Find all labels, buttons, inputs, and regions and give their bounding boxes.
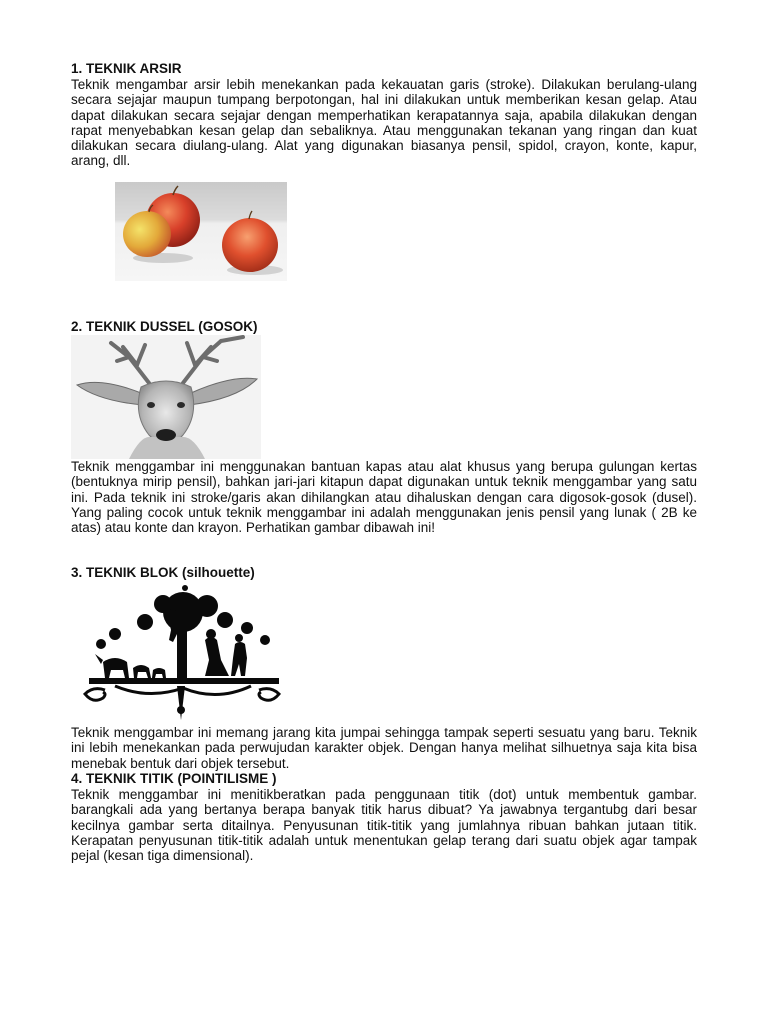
section-2-heading: 2. TEKNIK DUSSEL (GOSOK) [71,319,258,334]
section-2-body: Teknik menggambar ini menggunakan bantuan kapas atau alat khusus yang berupa gulungan kertas (bentuknya mirip pensil), bahkan jari-jari kitapun dapat digunakan untuk teknik menggambar yang satu ini. Pada teknik ini stroke/garis akan dihilangkan atau dihaluskan dengan cara digosok-gosok (dusel). Yang paling cocok untuk teknik menggambar ini adalah menggunakan jenis pensil yang lunak ( 2B ke atas) atau konte dan krayon. Perhatikan gambar dibawah ini! [71,459,697,536]
deer-drawing-icon [71,335,261,459]
section-1-heading: 1. TEKNIK ARSIR [71,61,182,76]
section-4-heading: 4. TEKNIK TITIK (POINTILISME ) [71,771,277,786]
apples-drawing-icon [115,182,287,281]
section-4-body: Teknik menggambar ini menitikberatkan pada penggunaan titik (dot) untuk membentuk gambar. barangkali ada yang bertanya berapa banyak titik harus dibuat? Ya jawabnya tergantubg dari besar kecilnya gambar serta ditailnya. Penyusunan titik-titik yang jumlahnya ribuan bahkan jutaan titik. Kerapatan penyusunan titik-titik adalah untuk menentukan gelap terang dari suatu objek agar tampak pejal (kesan tiga dimensional). [71,787,697,864]
section-1-body: Teknik mengambar arsir lebih menekankan pada kekauatan garis (stroke). Dilakukan berulang-ulang secara sejajar maupun tumpang berpotongan, hal ini dilakukan untuk memberikan kesan gelap. Atau dapat dilakukan secara sejajar dengan memperhatikan kerapatannya saja, apabila dilakukan dengan rapat menyebabkan kesan gelap dan sebaliknya. Atau menggunakan tekanan yang ringan dan kuat dilakukan secara diulang-ulang. Alat yang digunakan biasanya pensil, spidol, crayon, konte, kapur, arang, dll. [71,77,697,169]
section-3-heading: 3. TEKNIK BLOK (silhouette) [71,565,255,580]
silhouette-scene-icon [75,582,290,724]
section-3-body: Teknik menggambar ini memang jarang kita jumpai sehingga tampak seperti sesuatu yang baru. Teknik ini lebih menekankan pada perwujudan karakter objek. Dengan hanya melihat silhuetnya saja kita bisa menebak bentuk dari objek tersebut. [71,725,697,771]
